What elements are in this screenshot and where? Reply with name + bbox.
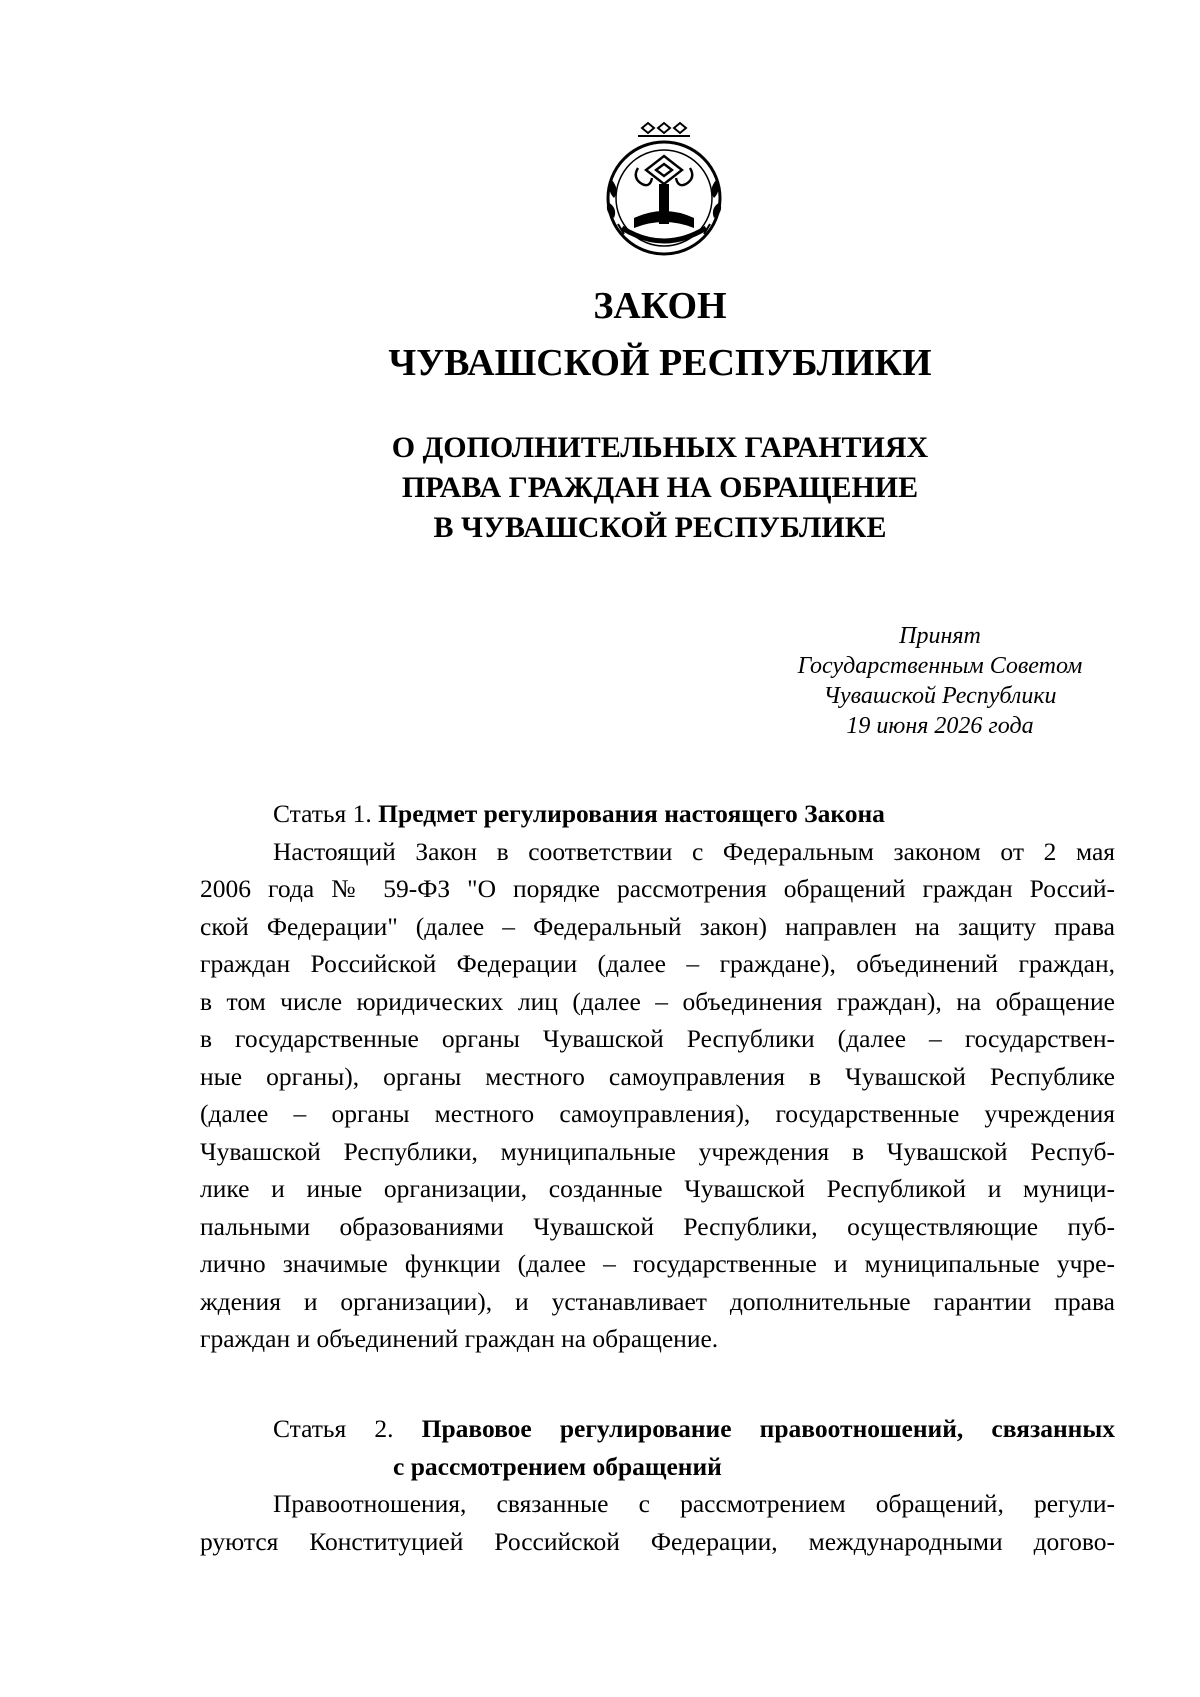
paragraph-line: Настоящий Закон в соответствии с Федеральным законом от 2 мая bbox=[273, 836, 1115, 866]
law-title-line-2: ЧУВАШСКОЙ РЕСПУБЛИКИ bbox=[388, 342, 932, 384]
adoption-date: 19 июня 2026 года bbox=[846, 713, 1034, 739]
paragraph-line: (далее – органы местного самоуправления), государственные учреждения bbox=[200, 1099, 1115, 1128]
emblem-icon bbox=[598, 120, 730, 260]
adoption-note bbox=[790, 621, 1090, 741]
adoption-line-3: Чувашской Республики bbox=[823, 683, 1057, 709]
article-2-number: Статья 2. bbox=[273, 1414, 394, 1443]
paragraph-line: в государственные органы Чувашской Республики (далее – государствен- bbox=[200, 1024, 1115, 1053]
paragraph-line: в том числе юридических лиц (далее – объединения граждан), на обращение bbox=[200, 986, 1115, 1016]
law-subtitle bbox=[200, 428, 1120, 548]
article-1-heading bbox=[200, 795, 1115, 833]
law-title bbox=[200, 278, 1120, 392]
paragraph-line: лике и иные организации, созданные Чувашской Республикой и муници- bbox=[200, 1174, 1115, 1203]
paragraph-line-last: граждан и объединений граждан на обращение. bbox=[200, 1324, 719, 1353]
law-title-line-1: ЗАКОН bbox=[593, 285, 727, 327]
article-2-title-line-1: Правовое регулирование правоотношений, связанных bbox=[421, 1414, 1115, 1443]
paragraph-line: ской Федерации" (далее – Федеральный закон) направлен на защиту права bbox=[200, 911, 1115, 941]
paragraph-line: лично значимые функции (далее – государственные и муниципальные учре- bbox=[200, 1249, 1115, 1278]
paragraph-line: ные органы), органы местного самоуправления в Чувашской Республике bbox=[200, 1061, 1115, 1091]
article-1-number: Статья 1. bbox=[273, 799, 372, 828]
article-1-title: Предмет регулирования настоящего Закона bbox=[378, 799, 885, 828]
article-2-title-line-2: с рассмотрением обращений bbox=[393, 1451, 722, 1481]
paragraph-line: 2006 года № 59-ФЗ "О порядке рассмотрения обращений граждан Россий- bbox=[200, 874, 1115, 903]
article-2 bbox=[200, 1410, 1115, 1560]
paragraph-line: ждения и организации), и устанавливает дополнительные гарантии права bbox=[200, 1286, 1115, 1316]
law-subtitle-line-1: О ДОПОЛНИТЕЛЬНЫХ ГАРАНТИЯХ bbox=[391, 431, 929, 464]
law-subtitle-line-2: ПРАВА ГРАЖДАН НА ОБРАЩЕНИЕ bbox=[401, 471, 919, 504]
adoption-line-1: Принят bbox=[899, 623, 981, 649]
paragraph-line: руются Конституцией Российской Федерации, международными догово- bbox=[200, 1526, 1115, 1556]
law-subtitle-line-3: В ЧУВАШСКОЙ РЕСПУБЛИКЕ bbox=[433, 511, 887, 544]
paragraph-line: граждан Российской Федерации (далее – граждане), объединений граждан, bbox=[200, 949, 1115, 978]
adoption-line-2: Государственным Советом bbox=[797, 653, 1083, 679]
article-1 bbox=[200, 795, 1115, 1358]
article-2-heading bbox=[200, 1410, 1115, 1448]
paragraph-line: пальными образованиями Чувашской Республики, осуществляющие пуб- bbox=[200, 1211, 1115, 1241]
paragraph-line: Чувашской Республики, муниципальные учреждения в Чувашской Респуб- bbox=[200, 1136, 1115, 1166]
paragraph-line: Правоотношения, связанные с рассмотрением обращений, регули- bbox=[273, 1489, 1115, 1518]
